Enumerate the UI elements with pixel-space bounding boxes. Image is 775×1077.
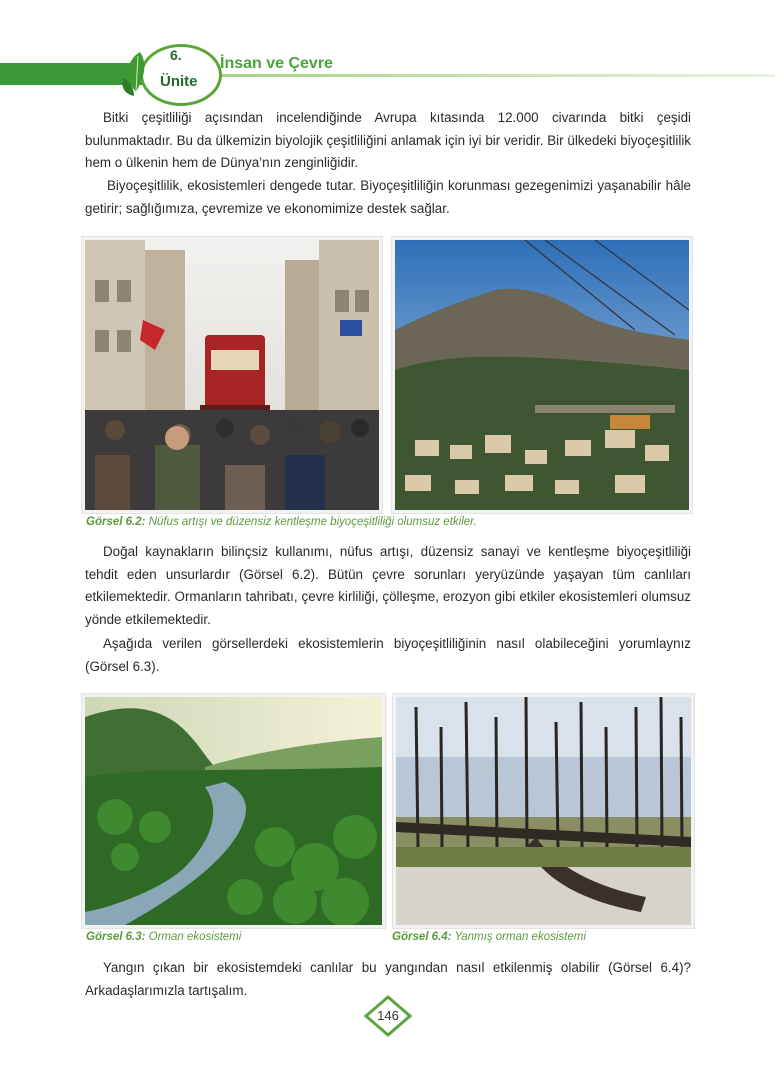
paragraph-5: Yangın çıkan bir ekosistemdeki canlılar bu yangından nasıl etkilenmiş olabilir (Görsel 6.4)? Arkadaşlarımızla tartışalım. xyxy=(85,960,691,998)
caption-fig-6-4 xyxy=(392,931,586,943)
caption-fig-6-2-text: Nüfus artışı ve düzensiz kentleşme biyoçeşitliliği olumsuz etkiler. xyxy=(145,516,477,528)
header-rule xyxy=(150,74,775,77)
caption-fig-6-4-label: Görsel 6.4: xyxy=(392,931,452,943)
paragraph-4: Aşağıda verilen görsellerdeki ekosistemlerin biyoçeşitliliğinin nasıl olabileceğini yorumlaynız (Görsel 6.3). xyxy=(85,636,691,674)
unit-label: Ünite xyxy=(160,73,198,90)
unit-number: 6. xyxy=(170,47,182,63)
paragraph-3: Doğal kaynakların bilinçsiz kullanımı, nüfus artışı, düzensiz sanayi ve kentleşme biyoçeşitliliği tehdit eden unsurlardır (Görsel 6.2). Bütün çevre sorunları yeryüzünde yaşayan tüm canlıları etkilemektedir. Ormanların tahribatı, çevre kirliliği, çölleşme, erozyon gibi etkiler ekosistemleri olumsuz yönde etkilemektedir. xyxy=(85,544,691,627)
caption-fig-6-3 xyxy=(86,931,241,943)
paragraph-2: Biyoçeşitlilik, ekosistemleri dengede tutar. Biyoçeşitliliğin korunması gezegenimizi yaşanabilir hâle getirir; sağlığımıza, çevremize ve ekonomimize destek sağlar. xyxy=(85,178,691,216)
caption-fig-6-3-label: Görsel 6.3: xyxy=(86,931,146,943)
unit-title: İnsan ve Çevre xyxy=(220,55,333,72)
photo-burned-forest xyxy=(393,694,694,928)
photo-hillside-city xyxy=(392,237,692,513)
caption-fig-6-2 xyxy=(86,516,477,528)
photo-istiklal-street xyxy=(82,237,382,513)
caption-fig-6-3-text: Orman ekosistemi xyxy=(145,931,242,943)
caption-fig-6-4-text: Yanmış orman ekosistemi xyxy=(451,931,586,943)
leaf-icon xyxy=(118,48,158,98)
paragraph-1: Bitki çeşitliliği açısından incelendiğinde Avrupa kıtasında 12.000 civarında bitki çeşidi bulunmaktadır. Bu da ülkemizin biyolojik çeşitliliğini anlamak için iyi bir veridir. Bir ülkedeki biyoçeşitlilik hem o ülkenin hem de Dünya’nın zenginliğidir. xyxy=(85,110,691,170)
photo-forest-ecosystem xyxy=(82,694,385,928)
page-number: 146 xyxy=(377,1008,399,1023)
caption-fig-6-2-label: Görsel 6.2: xyxy=(86,516,146,528)
